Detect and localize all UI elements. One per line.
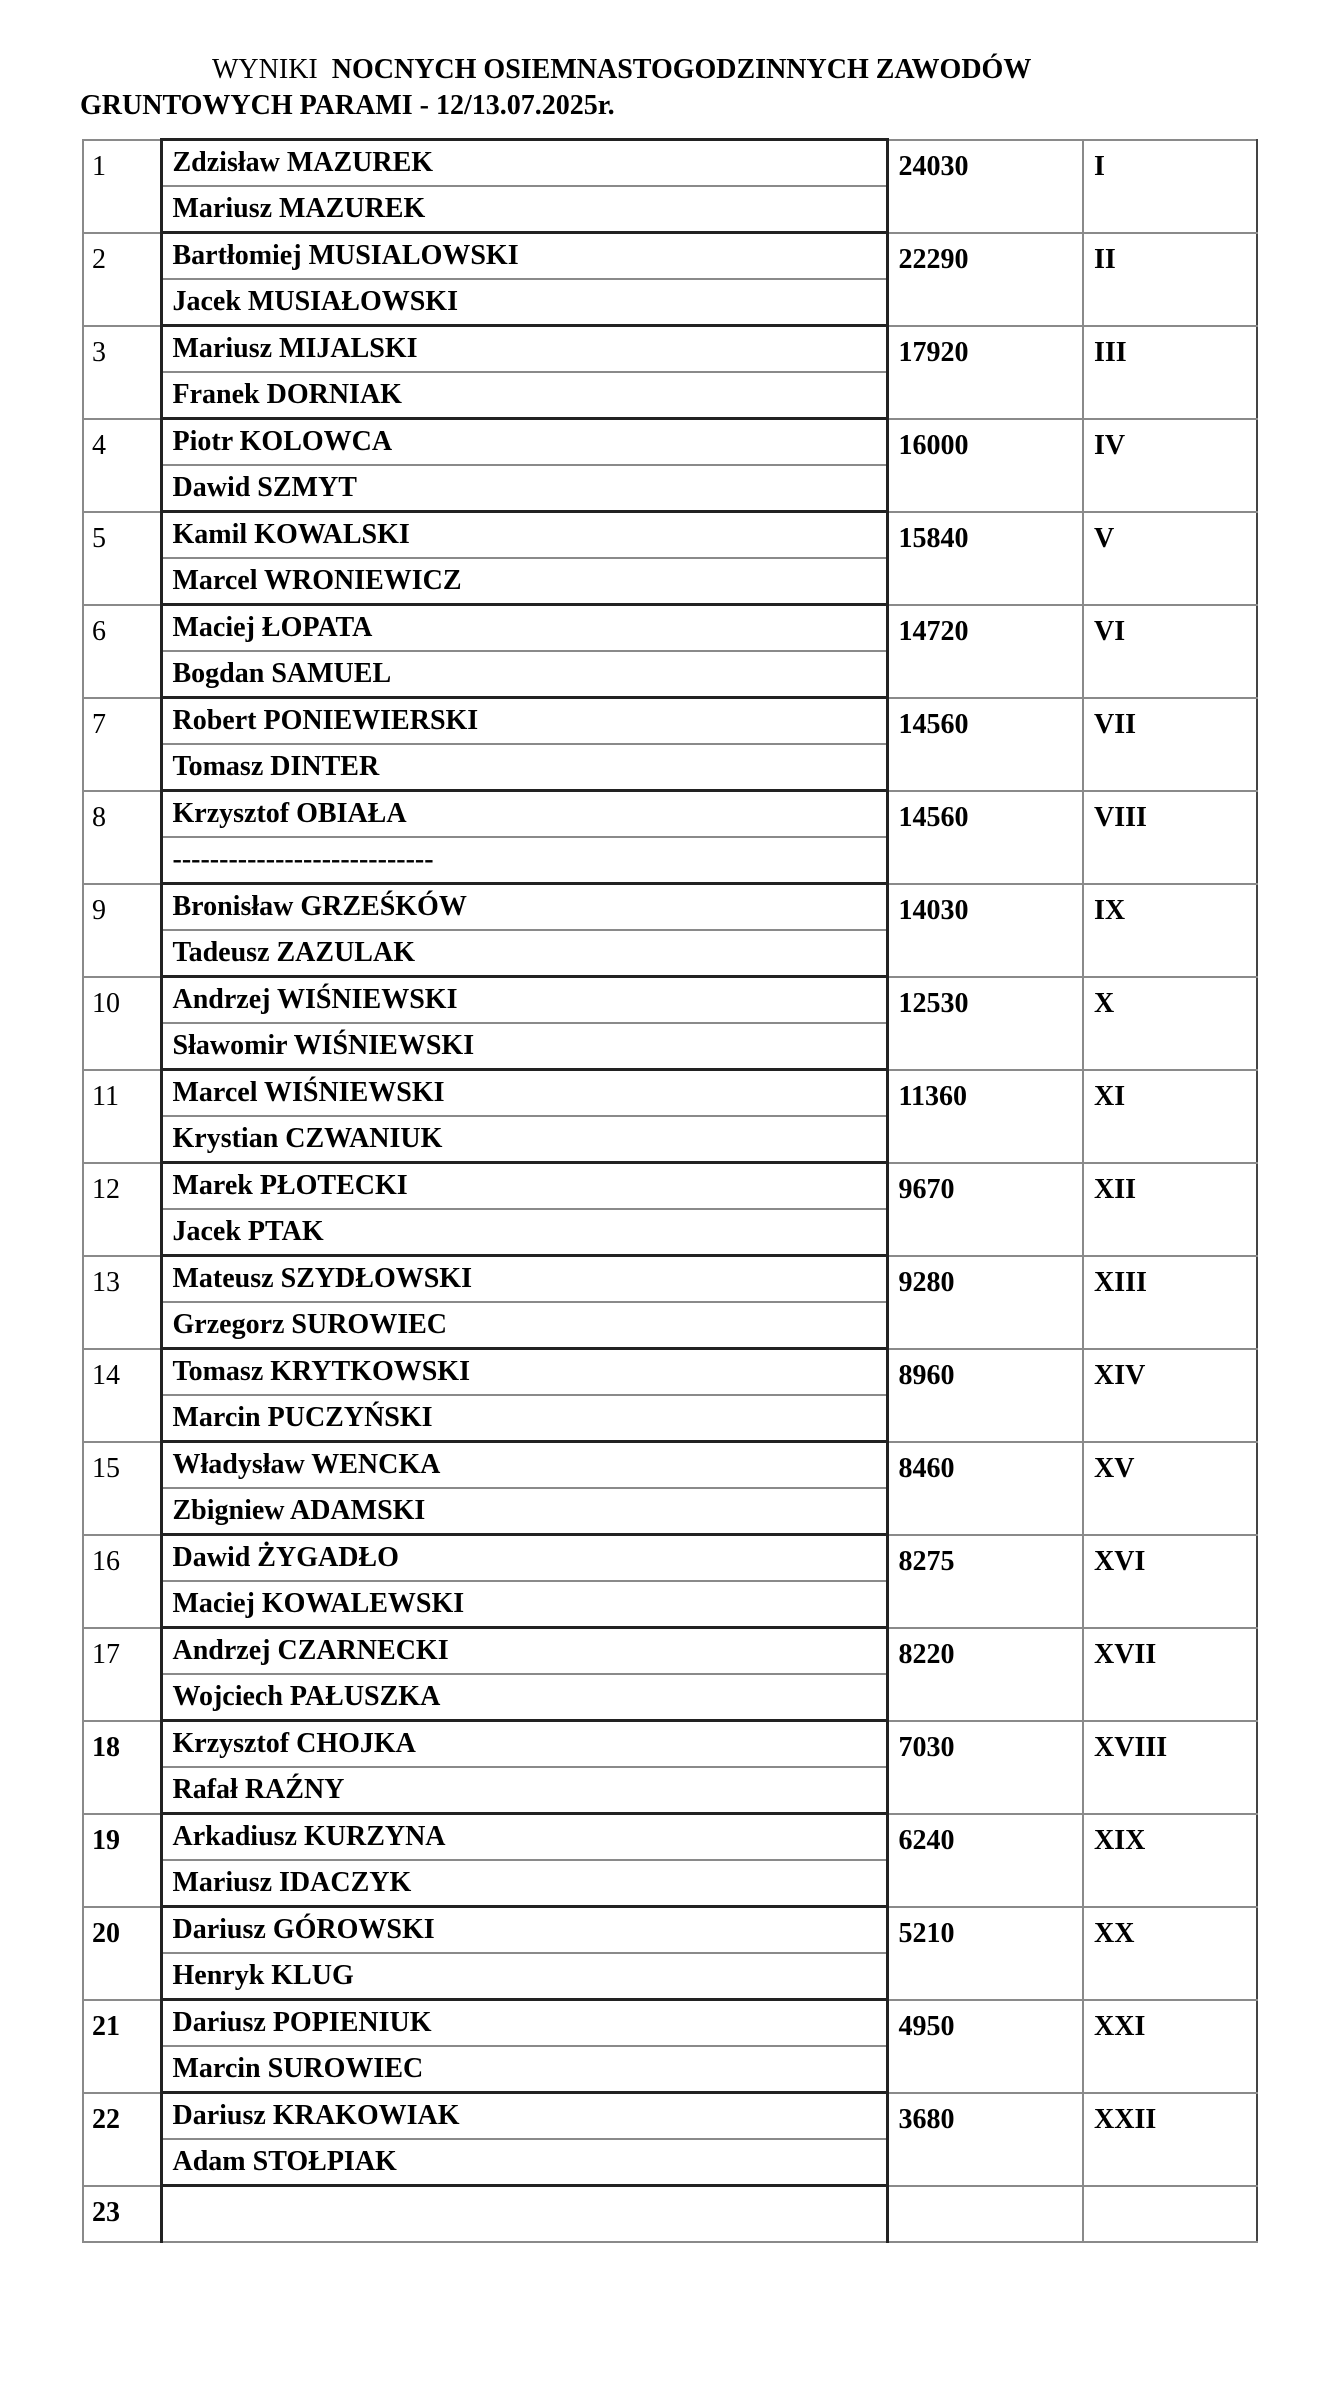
results-body <box>83 140 1257 2242</box>
place: IX <box>1083 884 1257 977</box>
place: XX <box>1083 1907 1257 2000</box>
competitor-1-name: Bartłomiej MUSIALOWSKI <box>161 233 887 280</box>
rank-number: 12 <box>83 1163 161 1256</box>
competitor-2-name: Bogdan SAMUEL <box>161 651 887 698</box>
competitor-1-name: Kamil KOWALSKI <box>161 512 887 559</box>
competitor-2-name: Mariusz IDACZYK <box>161 1860 887 1907</box>
score: 8220 <box>887 1628 1083 1721</box>
score: 4950 <box>887 2000 1083 2093</box>
place: XI <box>1083 1070 1257 1163</box>
score: 11360 <box>887 1070 1083 1163</box>
title-prefix: WYNIKI <box>212 54 318 85</box>
title-bold: NOCNYCH OSIEMNASTOGODZINNYCH ZAWODÓW <box>331 54 1032 85</box>
score: 9280 <box>887 1256 1083 1349</box>
result-row <box>83 1070 1257 1117</box>
competitor-2-name: Krystian CZWANIUK <box>161 1116 887 1163</box>
place: XIII <box>1083 1256 1257 1349</box>
competitor-2-name: Marcel WRONIEWICZ <box>161 558 887 605</box>
result-row <box>83 1256 1257 1303</box>
score: 5210 <box>887 1907 1083 2000</box>
score: 14030 <box>887 884 1083 977</box>
place: XV <box>1083 1442 1257 1535</box>
competitor-2-name: Marcin PUCZYŃSKI <box>161 1395 887 1442</box>
competitor-1-name: Dariusz POPIENIUK <box>161 2000 887 2047</box>
competitor-1-name: Andrzej WIŚNIEWSKI <box>161 977 887 1024</box>
rank-number: 8 <box>83 791 161 884</box>
competitor-2-name: Tadeusz ZAZULAK <box>161 930 887 977</box>
rank-number: 20 <box>83 1907 161 2000</box>
competitor-2-name: Tomasz DINTER <box>161 744 887 791</box>
place: IV <box>1083 419 1257 512</box>
competitor-1-name: Władysław WENCKA <box>161 1442 887 1489</box>
competitor-2-name: Franek DORNIAK <box>161 372 887 419</box>
result-row <box>83 140 1257 187</box>
rank-number: 6 <box>83 605 161 698</box>
rank-number: 1 <box>83 140 161 233</box>
score: 8960 <box>887 1349 1083 1442</box>
score: 14560 <box>887 698 1083 791</box>
competitor-1-name: Maciej ŁOPATA <box>161 605 887 652</box>
place: XIV <box>1083 1349 1257 1442</box>
place: XVIII <box>1083 1721 1257 1814</box>
result-row <box>83 512 1257 559</box>
place: XIX <box>1083 1814 1257 1907</box>
result-row <box>83 791 1257 838</box>
rank-number: 13 <box>83 1256 161 1349</box>
competitor-1-name <box>161 2186 887 2242</box>
results-table <box>82 138 1258 2243</box>
result-row <box>83 1814 1257 1861</box>
score: 22290 <box>887 233 1083 326</box>
score: 16000 <box>887 419 1083 512</box>
result-row-empty <box>83 2186 1257 2242</box>
result-row <box>83 1349 1257 1396</box>
place: I <box>1083 140 1257 233</box>
competitor-2-name: Dawid SZMYT <box>161 465 887 512</box>
place: VIII <box>1083 791 1257 884</box>
competitor-1-name: Bronisław GRZEŚKÓW <box>161 884 887 931</box>
score: 14720 <box>887 605 1083 698</box>
place: XII <box>1083 1163 1257 1256</box>
score: 9670 <box>887 1163 1083 1256</box>
rank-number: 3 <box>83 326 161 419</box>
result-row <box>83 1535 1257 1582</box>
competitor-1-name: Tomasz KRYTKOWSKI <box>161 1349 887 1396</box>
rank-number: 21 <box>83 2000 161 2093</box>
competitor-1-name: Zdzisław MAZUREK <box>161 140 887 187</box>
rank-number: 14 <box>83 1349 161 1442</box>
competitor-2-name: Adam STOŁPIAK <box>161 2139 887 2186</box>
rank-number: 10 <box>83 977 161 1070</box>
place: II <box>1083 233 1257 326</box>
competitor-2-name: Marcin SUROWIEC <box>161 2046 887 2093</box>
rank-number: 9 <box>83 884 161 977</box>
score <box>887 2186 1083 2242</box>
competitor-1-name: Mariusz MIJALSKI <box>161 326 887 373</box>
rank-number: 15 <box>83 1442 161 1535</box>
competitor-1-name: Piotr KOLOWCA <box>161 419 887 466</box>
competitor-1-name: Arkadiusz KURZYNA <box>161 1814 887 1861</box>
competitor-2-name: Maciej KOWALEWSKI <box>161 1581 887 1628</box>
competitor-2-name: Rafał RAŹNY <box>161 1767 887 1814</box>
score: 14560 <box>887 791 1083 884</box>
rank-number: 7 <box>83 698 161 791</box>
competitor-2-name: Wojciech PAŁUSZKA <box>161 1674 887 1721</box>
rank-number: 11 <box>83 1070 161 1163</box>
rank-number: 17 <box>83 1628 161 1721</box>
score: 7030 <box>887 1721 1083 1814</box>
result-row <box>83 326 1257 373</box>
competitor-1-name: Dariusz KRAKOWIAK <box>161 2093 887 2140</box>
competitor-1-name: Andrzej CZARNECKI <box>161 1628 887 1675</box>
competitor-2-name: Mariusz MAZUREK <box>161 186 887 233</box>
score: 8275 <box>887 1535 1083 1628</box>
rank-number: 18 <box>83 1721 161 1814</box>
competitor-1-name: Krzysztof CHOJKA <box>161 1721 887 1768</box>
result-row <box>83 2093 1257 2140</box>
competitor-1-name: Krzysztof OBIAŁA <box>161 791 887 838</box>
competitor-1-name: Marcel WIŚNIEWSKI <box>161 1070 887 1117</box>
result-row <box>83 233 1257 280</box>
competitor-2-name: ---------------------------- <box>161 837 887 884</box>
place: XVII <box>1083 1628 1257 1721</box>
competitor-1-name: Dawid ŻYGADŁO <box>161 1535 887 1582</box>
place: VII <box>1083 698 1257 791</box>
result-row <box>83 1163 1257 1210</box>
result-row <box>83 2000 1257 2047</box>
result-row <box>83 419 1257 466</box>
place: VI <box>1083 605 1257 698</box>
competitor-1-name: Dariusz GÓROWSKI <box>161 1907 887 1954</box>
competitor-2-name: Grzegorz SUROWIEC <box>161 1302 887 1349</box>
place: X <box>1083 977 1257 1070</box>
competitor-2-name: Henryk KLUG <box>161 1953 887 2000</box>
place: XVI <box>1083 1535 1257 1628</box>
document-title-line1 <box>212 54 1031 86</box>
competitor-2-name: Zbigniew ADAMSKI <box>161 1488 887 1535</box>
result-row <box>83 605 1257 652</box>
result-row <box>83 1721 1257 1768</box>
score: 8460 <box>887 1442 1083 1535</box>
place: XXI <box>1083 2000 1257 2093</box>
place <box>1083 2186 1257 2242</box>
score: 24030 <box>887 140 1083 233</box>
rank-number: 22 <box>83 2093 161 2186</box>
result-row <box>83 884 1257 931</box>
competitor-2-name: Sławomir WIŚNIEWSKI <box>161 1023 887 1070</box>
score: 17920 <box>887 326 1083 419</box>
result-row <box>83 977 1257 1024</box>
rank-number: 16 <box>83 1535 161 1628</box>
competitor-2-name: Jacek MUSIAŁOWSKI <box>161 279 887 326</box>
score: 6240 <box>887 1814 1083 1907</box>
result-row <box>83 1907 1257 1954</box>
score: 3680 <box>887 2093 1083 2186</box>
result-row <box>83 1442 1257 1489</box>
place: V <box>1083 512 1257 605</box>
competitor-1-name: Marek PŁOTECKI <box>161 1163 887 1210</box>
result-row <box>83 698 1257 745</box>
result-row <box>83 1628 1257 1675</box>
rank-number: 23 <box>83 2186 161 2242</box>
place: XXII <box>1083 2093 1257 2186</box>
competitor-1-name: Mateusz SZYDŁOWSKI <box>161 1256 887 1303</box>
competitor-1-name: Robert PONIEWIERSKI <box>161 698 887 745</box>
rank-number: 2 <box>83 233 161 326</box>
score: 12530 <box>887 977 1083 1070</box>
rank-number: 5 <box>83 512 161 605</box>
place: III <box>1083 326 1257 419</box>
rank-number: 4 <box>83 419 161 512</box>
score: 15840 <box>887 512 1083 605</box>
rank-number: 19 <box>83 1814 161 1907</box>
competitor-2-name: Jacek PTAK <box>161 1209 887 1256</box>
document-title-line2: GRUNTOWYCH PARAMI - 12/13.07.2025r. <box>80 90 615 121</box>
